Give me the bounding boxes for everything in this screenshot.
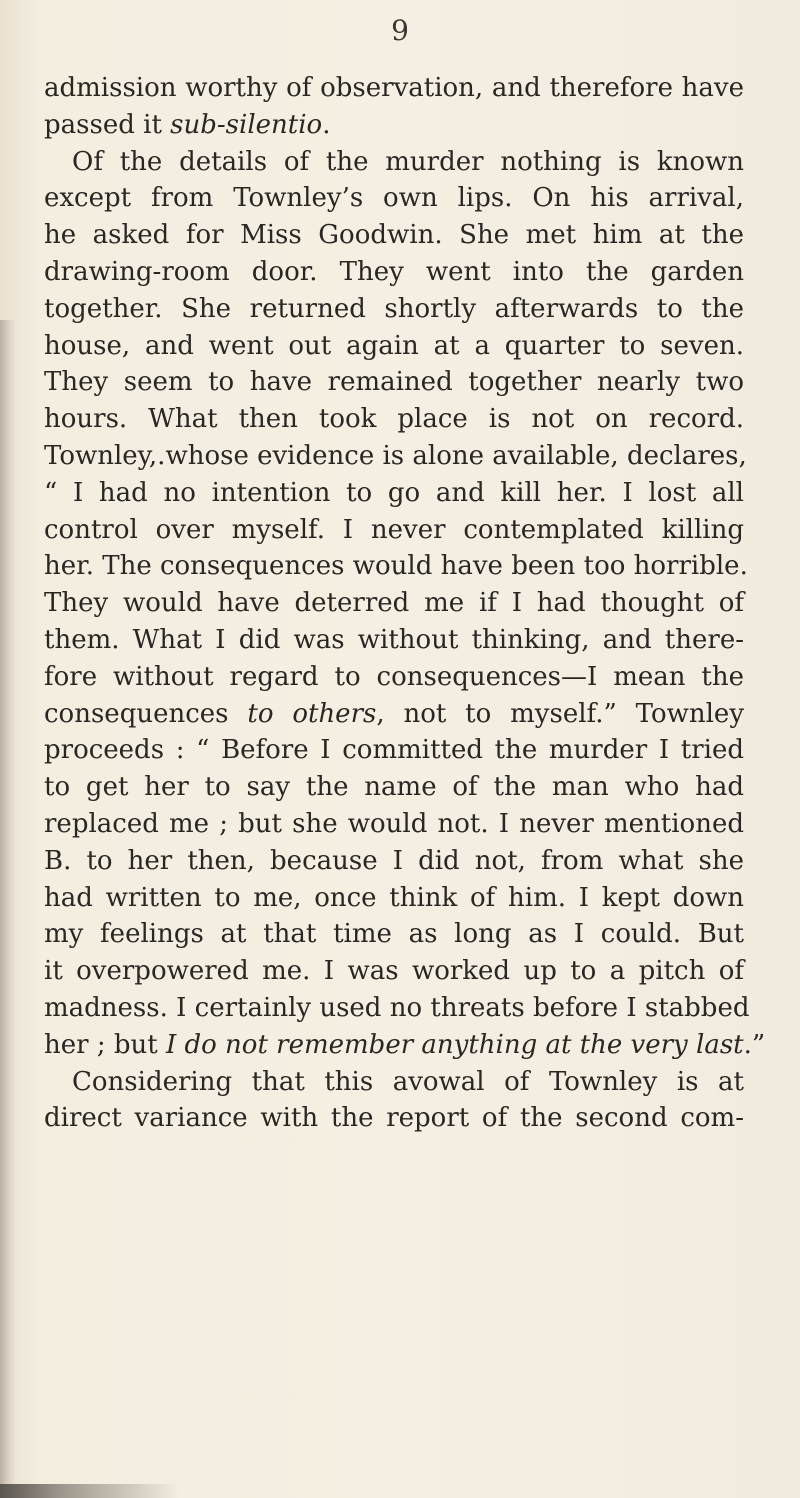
text-line: B. to her then, because I did not, from what she (44, 845, 744, 876)
text-line: They would have deterred me if I had thought of (44, 588, 744, 619)
emphasis-phrase: to others (247, 698, 377, 729)
text-line: he asked for Miss Goodwin. She met him at the (44, 220, 744, 251)
text-line: except from Townley’s own lips. On his arrival, (44, 183, 744, 214)
text-line: my feelings at that time as long as I could. But (44, 919, 744, 950)
text-line: her. The consequences would have been too horrible. (44, 551, 748, 582)
page-number: 9 (391, 14, 409, 47)
text-line: “ I had no intention to go and kill her. I lost all (44, 477, 744, 508)
text-line: passed it sub-silentio. (44, 109, 331, 140)
text-line: together. She returned shortly afterwards to the (44, 293, 744, 324)
text-line: house, and went out again at a quarter to seven. (44, 330, 744, 361)
text-line: They seem to have remained together nearly two (44, 367, 744, 398)
page-edge-shadow (0, 1484, 180, 1498)
text-line: Townley,.whose evidence is alone available, declares, (44, 440, 747, 471)
page-gutter-shadow (0, 320, 16, 1498)
text-line: drawing-room door. They went into the garden (44, 256, 744, 287)
text-line: to get her to say the name of the man who had (44, 772, 744, 803)
paragraph-start: Considering that this avowal of Townley is at (72, 1066, 744, 1097)
text-line: control over myself. I never contemplated killing (44, 514, 744, 545)
text-line: consequences to others, not to myself.” Townley (44, 698, 745, 729)
paragraph-start: Of the details of the murder nothing is known (72, 146, 744, 177)
emphasis-phrase: I do not remember anything at the very last (165, 1029, 744, 1060)
text-line: direct variance with the report of the second com- (44, 1103, 744, 1134)
text-line: proceeds : “ Before I committed the murder I tried (44, 735, 744, 766)
text-line: fore without regard to consequences—I mean the (44, 661, 744, 692)
text-line: them. What I did was without thinking, and there- (44, 624, 744, 655)
text-line: replaced me ; but she would not. I never mentioned (44, 808, 744, 839)
text-line: her ; but I do not remember anything at the very last.” (44, 1029, 766, 1060)
text-line: had written to me, once think of him. I kept down (44, 882, 744, 913)
text-line: it overpowered me. I was worked up to a pitch of (44, 956, 744, 987)
text-line: madness. I certainly used no threats before I stabbed (44, 992, 750, 1023)
text-line: admission worthy of observation, and therefore have (44, 73, 744, 103)
body-text (44, 70, 766, 1137)
text-line: hours. What then took place is not on record. (44, 404, 744, 435)
latin-phrase: sub-silentio (170, 109, 323, 140)
